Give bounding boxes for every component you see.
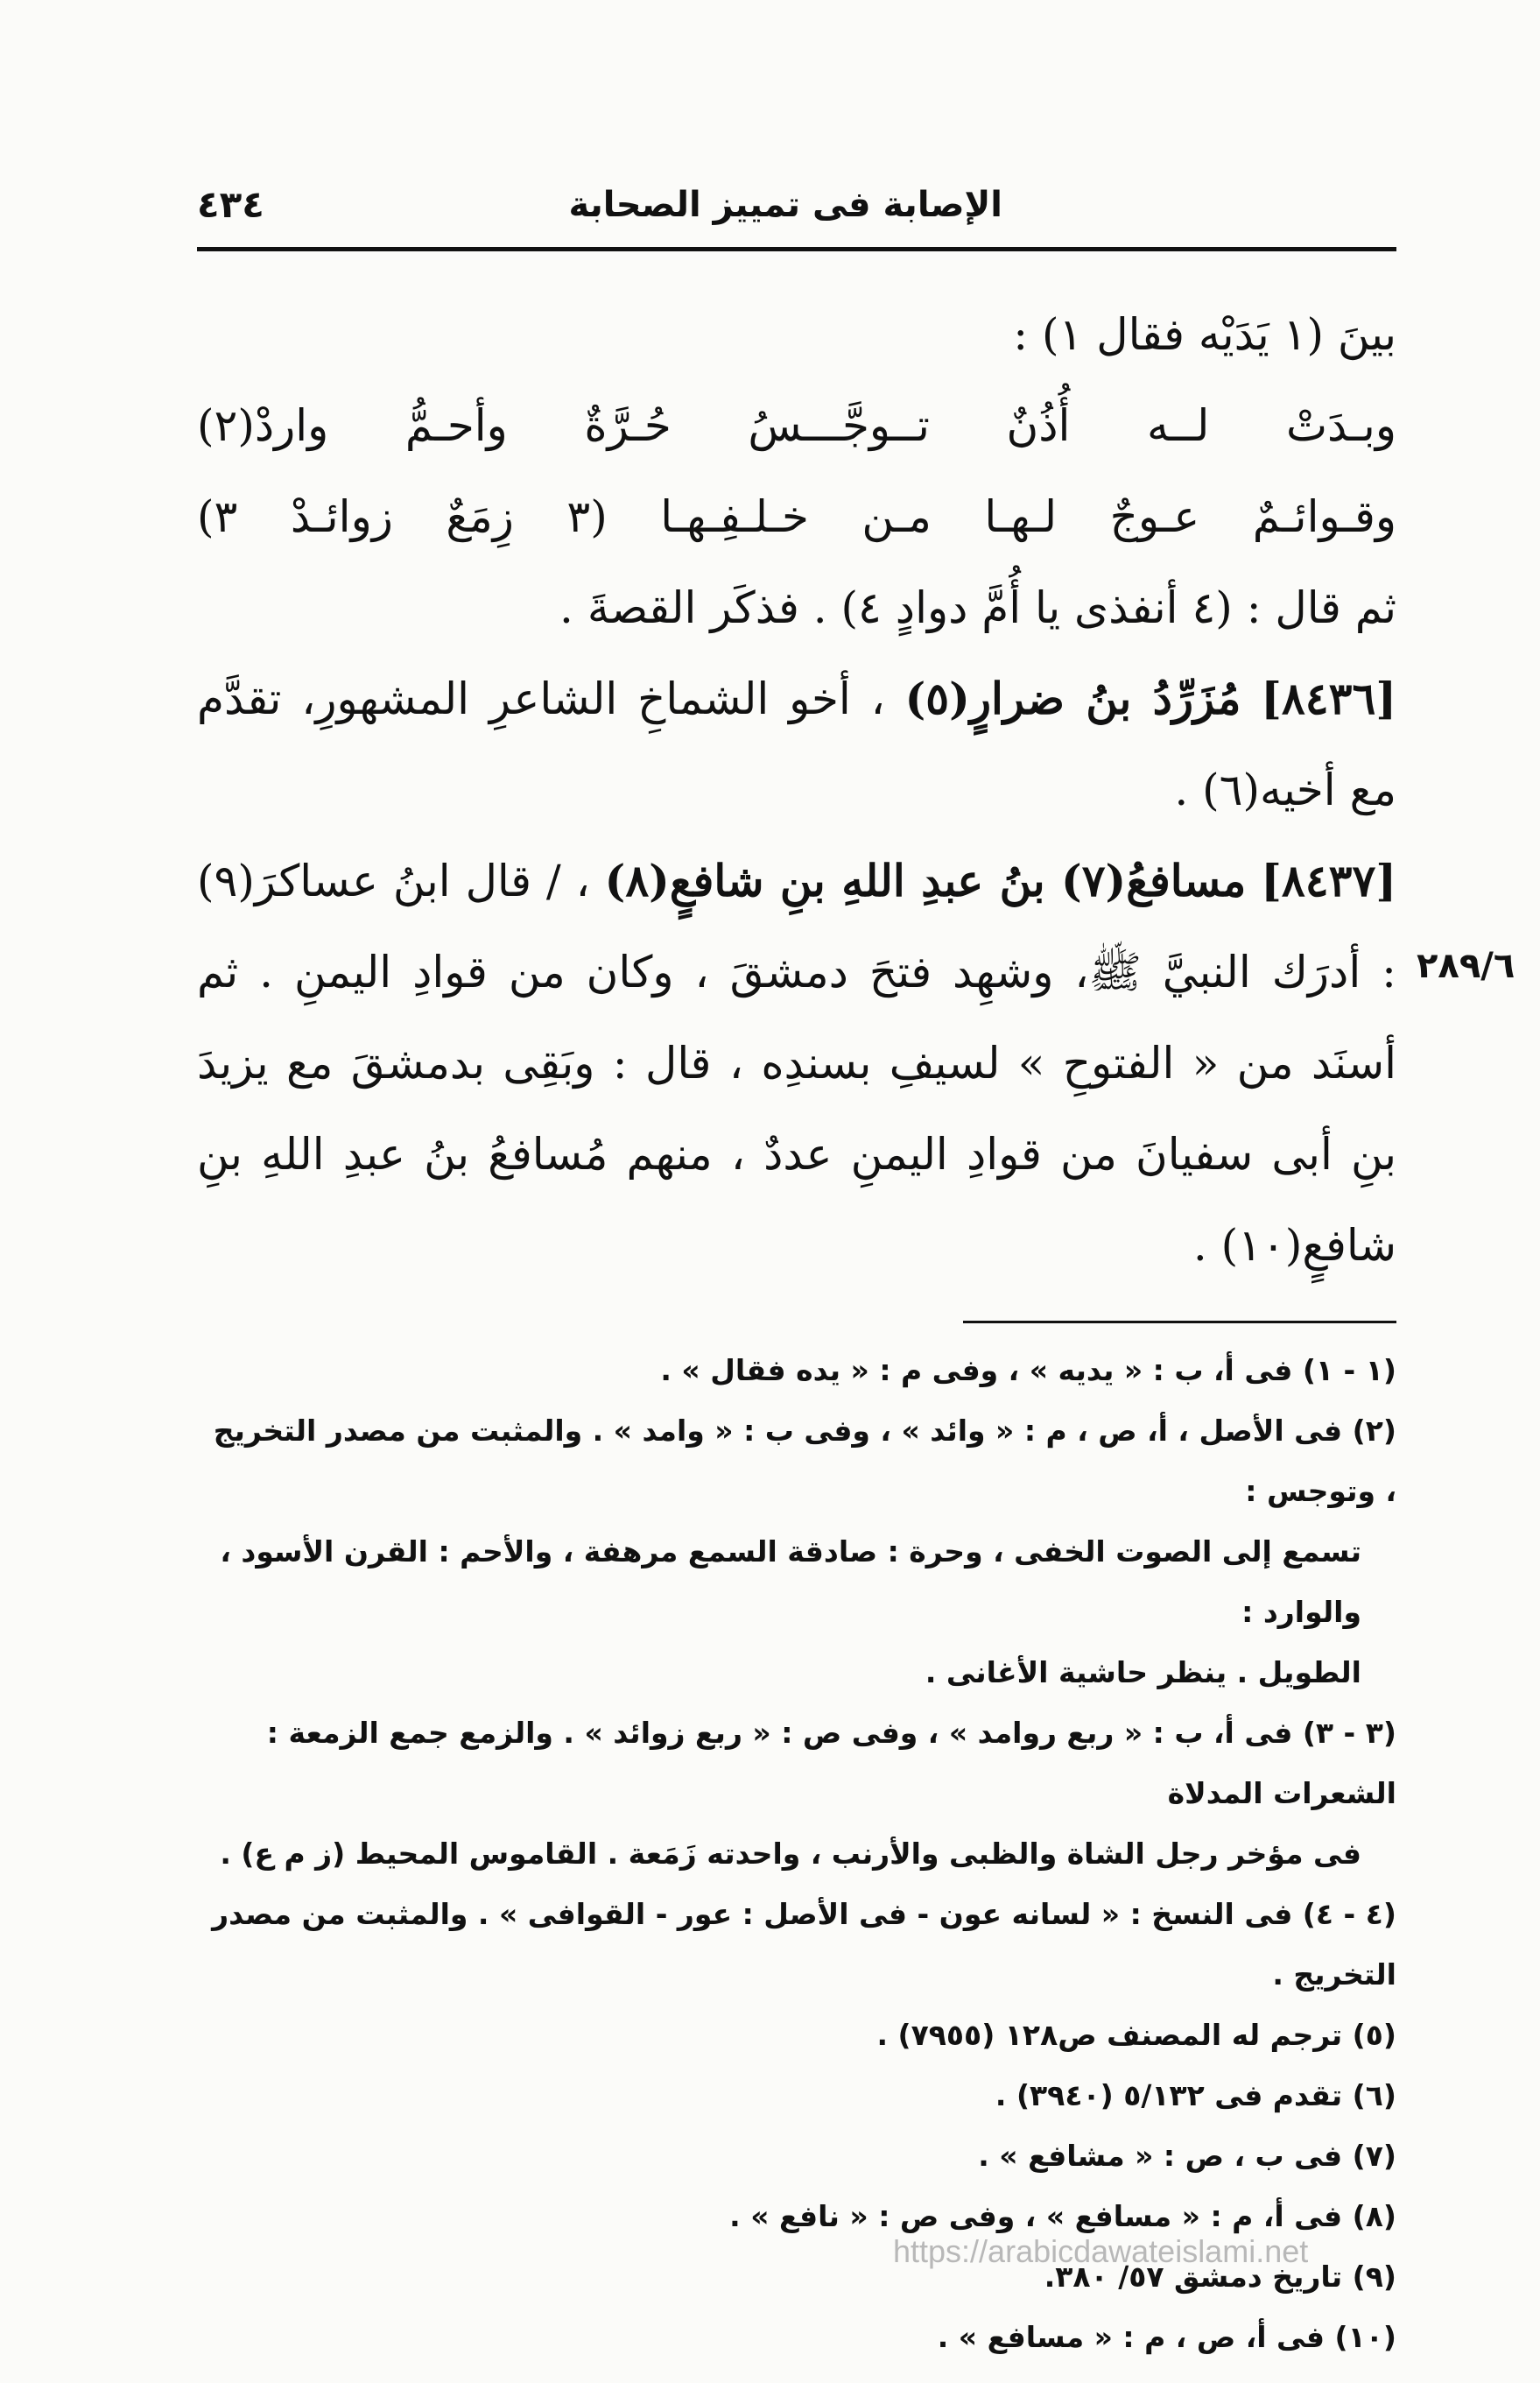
header-title: الإصابة فى تمييز الصحابة [568, 185, 1002, 225]
footnote: (٨) فى أ، م : « مسافع » ، وفى ص : « نافع » . [729, 2199, 1396, 2233]
main-text [197, 289, 1396, 1291]
margin-reference: ٢٨٩/٦ [1417, 946, 1515, 986]
footnote: (٩) تاريخ دمشق ٥٧/ ٣٨٠. [1044, 2260, 1396, 2294]
footnote-continuation: الطويل . ينظر حاشية الأغانى . [925, 1655, 1361, 1689]
footnote-continuation: تسمع إلى الصوت الخفى ، وحرة : صادقة السمع مرهفة ، والأحم : القرن الأسود ، والوارد : [220, 1534, 1361, 1629]
text-line: بينَ (١ يَدَيْه فقال ١) : [1013, 309, 1396, 360]
entry-8437 [197, 835, 1396, 1291]
poem-verse-1: وبـدَتْ لــه أُذُنٌ تــوجَّـــسُ حُـرَّةٌ وأحـمُّ واردْ(٢) [197, 400, 1396, 451]
watermark-url: https://arabicdawateislami.net [893, 2233, 1309, 2269]
entry-number: [٨٤٣٧] [1261, 855, 1396, 906]
running-header [197, 180, 1396, 241]
footnote: (٣ - ٣) فى أ، ب : « ربع روامد » ، وفى ص : « ربع زوائد » . والزمع جمع الزمعة : الشعرات المدلاة [266, 1716, 1396, 1810]
text-line: ثم قال : (٤ أنفذى يا أُمَّ دوادٍ ٤) . فذكَر القصةَ . [559, 582, 1396, 633]
footnote: (٤ - ٤) فى النسخ : « لسانه عون - فى الأصل : عور - القوافى » . والمثبت من مصدر التخريج . [212, 1897, 1396, 1992]
entry-name: مُزَرِّدُ بنُ ضرارٍ(٥) [904, 673, 1241, 724]
entry-text: ، أخو الشماخِ الشاعرِ المشهورِ، تقدَّم مع أخيه(٦) . [197, 673, 1396, 815]
poem-verse-2: وقـوائـمٌ عـوجٌ لـهـا مـن خـلـفِـهـا (٣ زِمَعٌ زوائـدْ ٣) [197, 491, 1396, 542]
entry-text: ، / قال ابنُ عساكرَ(٩) : أدرَك النبيَّ ﷺ، وشهِد فتحَ دمشقَ ، وكان من قوادِ اليمنِ . ثم أسنَد من « الفتوحِ » لسيفِ بسندِه ، قال : وبَقِى بدمشقَ مع يزيدَ بنِ أبى سفيانَ من قوادِ اليمنِ عددٌ ، منهم مُسافعُ بنُ عبدِ اللهِ بنِ شافعٍ(١٠) . [197, 856, 1396, 1271]
page-number: ٤٣٤ [197, 183, 264, 226]
footnotes [197, 1340, 1396, 2367]
header-rule [197, 247, 1396, 251]
footnote-continuation: فى مؤخر رجل الشاة والظبى والأرنب ، واحدته زَمَعة . القاموس المحيط (ز م ع) . [220, 1837, 1361, 1871]
entry-name: مسافعُ(٧) بنُ عبدِ اللهِ بنِ شافعٍ(٨) [604, 855, 1247, 906]
footnote: (٥) ترجم له المصنف ص١٢٨ (٧٩٥٥) . [876, 2018, 1396, 2052]
footnote: (٦) تقدم فى ٥/١٣٢ (٣٩٤٠) . [995, 2078, 1396, 2112]
entry-number: [٨٤٣٦] [1261, 673, 1397, 724]
footnote: (٢) فى الأصل ، أ، ص ، م : « وائد » ، وفى ب : « وامد » . والمثبت من مصدر التخريج ، وتوجس : [213, 1414, 1396, 1508]
footnote-rule [963, 1321, 1396, 1323]
footnote: (١٠) فى أ، ص ، م : « مسافع » . [937, 2320, 1396, 2354]
footnote: (٧) فى ب ، ص : « مشافع » . [978, 2139, 1396, 2173]
footnote: (١ - ١) فى أ، ب : « يديه » ، وفى م : « يده فقال » . [660, 1353, 1396, 1387]
entry-8436 [197, 653, 1396, 835]
